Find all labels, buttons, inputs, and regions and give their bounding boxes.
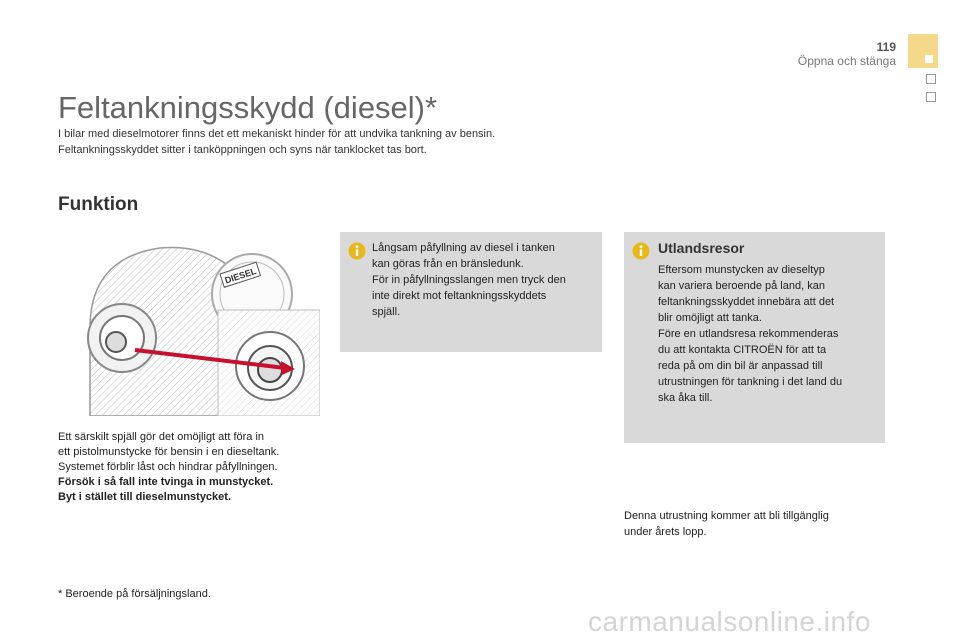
- info-icon: [632, 242, 650, 260]
- tab-marker: [925, 55, 933, 63]
- text-line: ska åka till.: [658, 392, 713, 404]
- warning-line: Försök i så fall inte tvinga in munstycket.: [58, 476, 274, 488]
- text-line: feltankningsskyddet innebära att det: [658, 296, 835, 308]
- text-line: inte direkt mot feltankningsskyddets: [372, 290, 547, 302]
- text-line: under årets lopp.: [624, 526, 707, 538]
- section-title: Öppna och stänga: [797, 54, 896, 68]
- intro-line: I bilar med dieselmotorer finns det ett mekaniskt hinder för att undvika tankning av bensin.: [58, 128, 496, 140]
- diesel-label: DIESEL: [223, 265, 258, 286]
- text-line: För in påfyllningsslangen men tryck den: [372, 274, 566, 286]
- chapter-tab-active[interactable]: [908, 34, 938, 68]
- chapter-tab[interactable]: [926, 92, 936, 102]
- fuel-filler-illustration: [80, 218, 320, 416]
- text-line: kan göras från en bränsledunk.: [372, 258, 524, 270]
- text-line: Systemet förblir låst och hindrar påfyllningen.: [58, 461, 278, 473]
- text-line: Ett särskilt spjäll gör det omöjligt att föra in: [58, 431, 265, 443]
- text-line: kan variera beroende på land, kan: [658, 280, 825, 292]
- info-box-heading: Utlandsresor: [658, 240, 745, 256]
- footnote: * Beroende på försäljningsland.: [58, 588, 211, 600]
- info-icon: [348, 242, 366, 260]
- text-line: Före en utlandsresa rekommenderas: [658, 328, 839, 340]
- text-line: blir omöjligt att tanka.: [658, 312, 762, 324]
- warning-line: Byt i stället till dieselmunstycket.: [58, 491, 232, 503]
- text-line: ett pistolmunstycke för bensin i en dieseltank.: [58, 446, 280, 458]
- text-line: du att kontakta CITROËN för att ta: [658, 344, 827, 356]
- text-line: utrustningen för tankning i det land du: [658, 376, 843, 388]
- intro-text: [58, 126, 578, 158]
- mechanism-description: [58, 430, 318, 505]
- chapter-tab[interactable]: [926, 74, 936, 84]
- watermark: carmanualsonline.info: [588, 606, 871, 637]
- page-number: 119: [876, 40, 896, 54]
- fuel-filler-svg: [80, 218, 320, 416]
- text-line: reda på om din bil är anpassad till: [658, 360, 823, 372]
- page-title: Feltankningsskydd (diesel)*: [58, 90, 438, 125]
- info-box-text: [658, 262, 876, 406]
- info-box-slow-filling: [340, 232, 602, 352]
- text-line: Denna utrustning kommer att bli tillgänglig: [624, 510, 829, 522]
- text-line: Eftersom munstycken av dieseltyp: [658, 264, 825, 276]
- intro-line: Feltankningsskyddet sitter i tanköppningen och syns när tanklocket tas bort.: [58, 144, 427, 156]
- section-heading-funktion: Funktion: [58, 194, 139, 215]
- info-box-travel-abroad: [624, 232, 885, 443]
- info-box-text: [372, 240, 594, 320]
- availability-note: [624, 508, 874, 540]
- text-line: Långsam påfyllning av diesel i tanken: [372, 242, 555, 254]
- text-line: spjäll.: [372, 306, 401, 318]
